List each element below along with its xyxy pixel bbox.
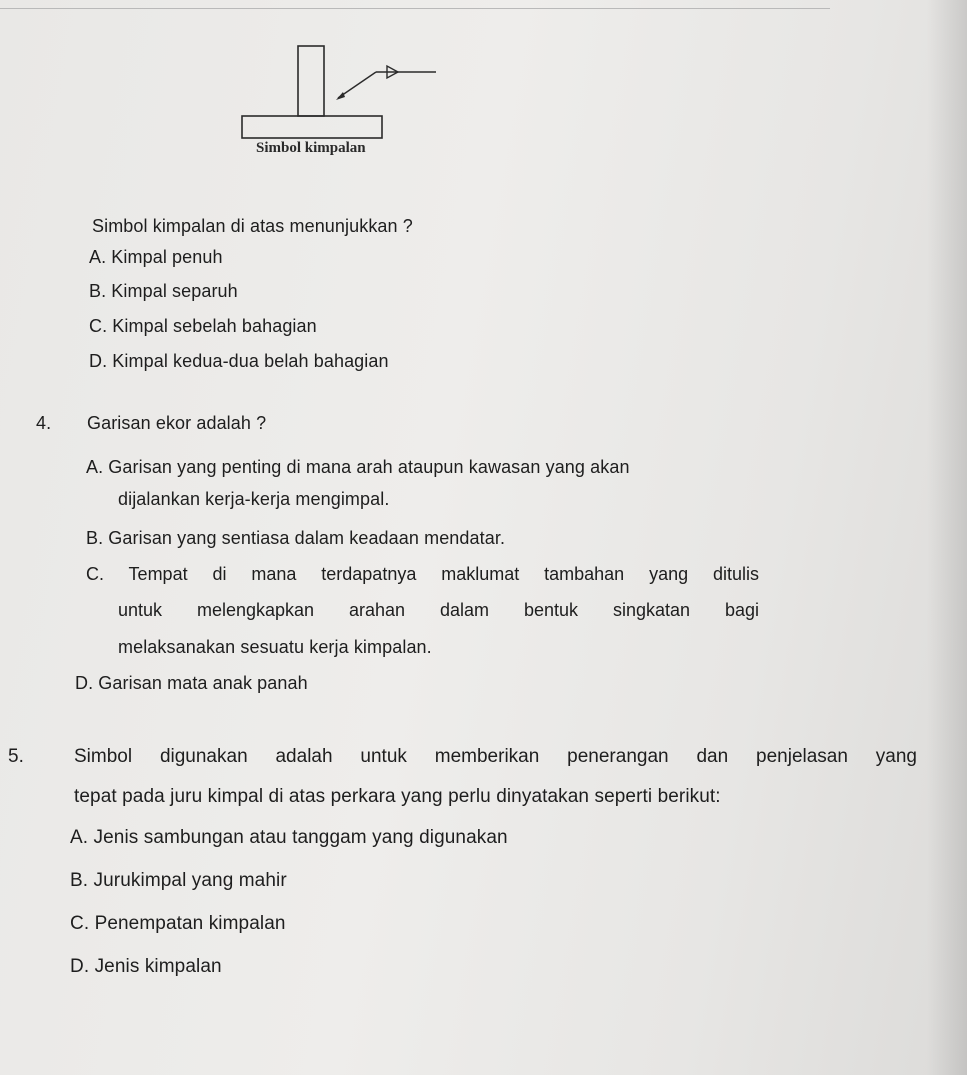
q4-option-c-line2: untuk melengkapkan arahan dalam bentuk singkatan bagi — [118, 600, 759, 620]
figure-caption: Simbol kimpalan — [256, 140, 366, 156]
q4-option-a-line2: dijalankan kerja-kerja mengimpal. — [118, 489, 390, 509]
q3-question: Simbol kimpalan di atas menunjukkan ? — [92, 216, 413, 236]
q5-option-b: B. Jurukimpal yang mahir — [70, 870, 287, 891]
q3-option-d: D. Kimpal kedua-dua belah bahagian — [89, 351, 389, 371]
q5-number: 5. — [8, 746, 25, 767]
q4-option-b: B. Garisan yang sentiasa dalam keadaan mendatar. — [86, 528, 506, 548]
q3-option-b: B. Kimpal separuh — [89, 281, 238, 301]
q5-option-d: D. Jenis kimpalan — [70, 956, 222, 977]
q4-option-c-line3: melaksanakan sesuatu kerja kimpalan. — [118, 637, 432, 657]
q3-option-c: C. Kimpal sebelah bahagian — [89, 316, 317, 336]
q5-option-c: C. Penempatan kimpalan — [70, 913, 286, 934]
q3-option-a: A. Kimpal penuh — [89, 247, 223, 267]
q4-number: 4. — [36, 413, 52, 433]
q5-question-line2: tepat pada juru kimpal di atas perkara yang perlu dinyatakan seperti berikut: — [74, 786, 721, 807]
q5-option-a: A. Jenis sambungan atau tanggam yang digunakan — [70, 827, 508, 848]
q4-question: Garisan ekor adalah ? — [87, 413, 267, 433]
q4-option-a-line1: A. Garisan yang penting di mana arah ataupun kawasan yang akan — [86, 457, 630, 477]
page-shadow — [927, 0, 967, 1075]
q4-option-d: D. Garisan mata anak panah — [75, 673, 308, 693]
q5-question-line1: Simbol digunakan adalah untuk memberikan penerangan dan penjelasan yang — [74, 746, 917, 767]
weld-symbol-drawing — [236, 40, 446, 140]
q4-option-c-line1: C. Tempat di mana terdapatnya maklumat tambahan yang ditulis — [86, 564, 759, 584]
top-rule — [0, 0, 830, 9]
weld-symbol-figure — [236, 40, 446, 165]
